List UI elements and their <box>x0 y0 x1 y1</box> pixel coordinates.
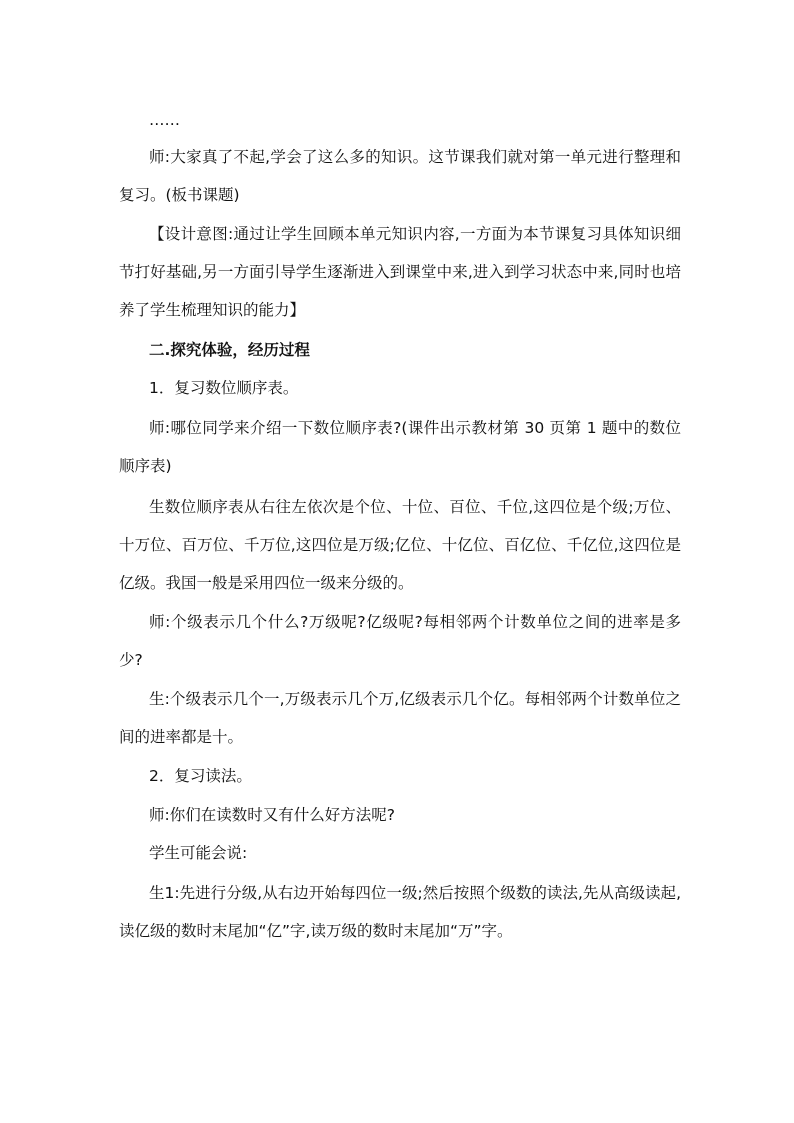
student-1-answer: 生1:先进行分级,从右边开始每四位一级;然后按照个级数的读法,先从高级读起,读亿级的数时末尾加“亿”字,读万级的数时末尾加“万”字。 <box>119 884 681 940</box>
teacher-question-1: 师:哪位同学来介绍一下数位顺序表?(课件出示教材第 30 页第 1 题中的数位顺序表) <box>119 419 681 475</box>
ellipsis-text: …… <box>149 111 180 129</box>
teacher-question-2: 师:个级表示几个什么?万级呢?亿级呢?每相邻两个计数单位之间的进率是多少? <box>119 613 681 669</box>
student-answer-2: 生:个级表示几个一,万级表示几个万,亿级表示几个亿。每相邻两个计数单位之间的进率都是十。 <box>119 690 681 746</box>
student-answer-1: 生数位顺序表从右往左依次是个位、十位、百位、千位,这四位是个级;万位、十万位、百万位、千万位,这四位是万级;亿位、十亿位、百亿位、千亿位,这四位是亿级。我国一般是采用四位一级来分级的。 <box>119 498 681 592</box>
section-heading: 二.探究体验，经历过程 <box>149 341 310 359</box>
design-intent-paragraph: 【设计意图:通过让学生回顾本单元知识内容,一方面为本节课复习具体知识细节打好基础,另一方面引导学生逐渐进入到课堂中来,进入到学习状态中来,同时也培养了学生梳理知识的能力】 <box>119 225 681 319</box>
item-2-heading: 2．复习读法。 <box>149 767 252 785</box>
student-may-say-line: 学生可能会说: <box>149 844 248 862</box>
item-1-heading: 1．复习数位顺序表。 <box>149 379 299 397</box>
teacher-intro-paragraph: 师:大家真了不起,学会了这么多的知识。这节课我们就对第一单元进行整理和复习。(板书课题) <box>119 148 681 204</box>
teacher-question-3: 师:你们在读数时又有什么好方法呢? <box>149 806 395 824</box>
